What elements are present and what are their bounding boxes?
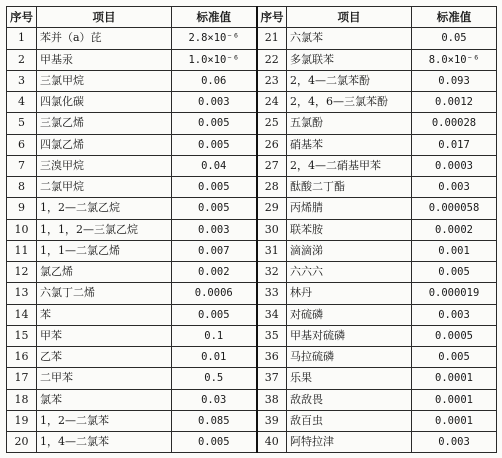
standard-value-right: 0.001	[412, 240, 497, 261]
row-number-left: 19	[7, 410, 37, 431]
table-row	[7, 262, 497, 283]
standard-value-right: 0.003	[412, 432, 497, 453]
row-number-left: 4	[7, 92, 37, 113]
standard-value-left: 0.03	[172, 389, 257, 410]
standard-value-left: 0.003	[172, 92, 257, 113]
row-number-left: 20	[7, 432, 37, 453]
item-name-right: 2，4—二硝基甲苯	[287, 155, 412, 176]
item-name-left: 乙苯	[37, 347, 172, 368]
row-number-right: 37	[257, 368, 287, 389]
standard-value-left: 0.005	[172, 432, 257, 453]
row-number-right: 23	[257, 70, 287, 91]
item-name-right: 酞酸二丁酯	[287, 177, 412, 198]
item-name-left: 三氯乙烯	[37, 113, 172, 134]
item-name-right: 联苯胺	[287, 219, 412, 240]
header-value-right: 标准值	[412, 7, 497, 28]
row-number-right: 34	[257, 304, 287, 325]
standard-value-right: 0.000019	[412, 283, 497, 304]
standard-value-right: 0.003	[412, 177, 497, 198]
item-name-left: 1，2—二氯苯	[37, 410, 172, 431]
item-name-right: 阿特拉津	[287, 432, 412, 453]
header-no-right: 序号	[257, 7, 287, 28]
standard-value-left: 0.01	[172, 347, 257, 368]
standard-value-right: 0.017	[412, 134, 497, 155]
row-number-right: 29	[257, 198, 287, 219]
standard-value-right: 0.0003	[412, 155, 497, 176]
item-name-left: 1，1，2—三氯乙烷	[37, 219, 172, 240]
item-name-right: 林丹	[287, 283, 412, 304]
row-number-left: 15	[7, 325, 37, 346]
row-number-left: 8	[7, 177, 37, 198]
row-number-right: 26	[257, 134, 287, 155]
item-name-right: 马拉硫磷	[287, 347, 412, 368]
standard-value-left: 0.06	[172, 70, 257, 91]
item-name-left: 四氯乙烯	[37, 134, 172, 155]
standard-value-left: 0.005	[172, 304, 257, 325]
row-number-right: 22	[257, 49, 287, 70]
row-number-left: 6	[7, 134, 37, 155]
item-name-right: 甲基对硫磷	[287, 325, 412, 346]
header-no-left: 序号	[7, 7, 37, 28]
item-name-left: 三氯甲烷	[37, 70, 172, 91]
row-number-left: 18	[7, 389, 37, 410]
header-row	[7, 7, 497, 28]
item-name-left: 六氯丁二烯	[37, 283, 172, 304]
item-name-left: 三溴甲烷	[37, 155, 172, 176]
standard-value-left: 0.007	[172, 240, 257, 261]
standard-value-left: 0.1	[172, 325, 257, 346]
row-number-left: 14	[7, 304, 37, 325]
header-value-left: 标准值	[172, 7, 257, 28]
item-name-left: 苯并（a）芘	[37, 28, 172, 49]
table-row	[7, 304, 497, 325]
table-row	[7, 283, 497, 304]
table-row	[7, 49, 497, 70]
row-number-right: 27	[257, 155, 287, 176]
item-name-right: 敌百虫	[287, 410, 412, 431]
row-number-right: 38	[257, 389, 287, 410]
item-name-left: 1，1—二氯乙烯	[37, 240, 172, 261]
row-number-left: 11	[7, 240, 37, 261]
item-name-right: 2，4—二氯苯酚	[287, 70, 412, 91]
row-number-right: 33	[257, 283, 287, 304]
item-name-left: 甲苯	[37, 325, 172, 346]
table-row	[7, 28, 497, 49]
row-number-left: 12	[7, 262, 37, 283]
standard-value-right: 0.05	[412, 28, 497, 49]
row-number-left: 5	[7, 113, 37, 134]
standard-value-right: 0.0001	[412, 368, 497, 389]
item-name-left: 氯乙烯	[37, 262, 172, 283]
table-row	[7, 177, 497, 198]
row-number-left: 17	[7, 368, 37, 389]
standard-value-left: 0.002	[172, 262, 257, 283]
table-row	[7, 155, 497, 176]
row-number-right: 35	[257, 325, 287, 346]
row-number-right: 30	[257, 219, 287, 240]
table-row	[7, 219, 497, 240]
row-number-right: 28	[257, 177, 287, 198]
item-name-left: 氯苯	[37, 389, 172, 410]
table-row	[7, 113, 497, 134]
item-name-left: 1，4—二氯苯	[37, 432, 172, 453]
table-row	[7, 134, 497, 155]
standard-value-left: 0.5	[172, 368, 257, 389]
standard-value-right: 0.005	[412, 347, 497, 368]
item-name-left: 二甲苯	[37, 368, 172, 389]
standard-value-right: 0.0012	[412, 92, 497, 113]
item-name-left: 二氯甲烷	[37, 177, 172, 198]
header-item-left: 项目	[37, 7, 172, 28]
item-name-left: 苯	[37, 304, 172, 325]
standard-values-table	[6, 6, 497, 453]
row-number-right: 36	[257, 347, 287, 368]
row-number-left: 9	[7, 198, 37, 219]
standard-value-right: 0.0001	[412, 389, 497, 410]
item-name-left: 甲基汞	[37, 49, 172, 70]
row-number-left: 2	[7, 49, 37, 70]
standard-value-right: 8.0×10⁻⁶	[412, 49, 497, 70]
table-row	[7, 240, 497, 261]
standard-value-right: 0.00028	[412, 113, 497, 134]
item-name-right: 对硫磷	[287, 304, 412, 325]
standard-value-left: 0.005	[172, 113, 257, 134]
item-name-left: 四氯化碳	[37, 92, 172, 113]
standard-value-left: 2.8×10⁻⁶	[172, 28, 257, 49]
table-row	[7, 432, 497, 453]
table-row	[7, 347, 497, 368]
row-number-right: 40	[257, 432, 287, 453]
item-name-right: 六氯苯	[287, 28, 412, 49]
item-name-right: 六六六	[287, 262, 412, 283]
row-number-right: 39	[257, 410, 287, 431]
row-number-right: 21	[257, 28, 287, 49]
table-row	[7, 92, 497, 113]
row-number-right: 24	[257, 92, 287, 113]
row-number-left: 13	[7, 283, 37, 304]
standard-value-left: 0.04	[172, 155, 257, 176]
item-name-right: 丙烯腈	[287, 198, 412, 219]
item-name-right: 敌敌畏	[287, 389, 412, 410]
table-row	[7, 389, 497, 410]
table-row	[7, 325, 497, 346]
row-number-left: 7	[7, 155, 37, 176]
item-name-right: 乐果	[287, 368, 412, 389]
item-name-right: 多氯联苯	[287, 49, 412, 70]
item-name-right: 五氯酚	[287, 113, 412, 134]
standard-value-right: 0.003	[412, 304, 497, 325]
standard-value-right: 0.0005	[412, 325, 497, 346]
standard-value-left: 1.0×10⁻⁶	[172, 49, 257, 70]
standard-value-left: 0.005	[172, 198, 257, 219]
standard-value-left: 0.085	[172, 410, 257, 431]
standard-value-right: 0.0002	[412, 219, 497, 240]
standard-value-right: 0.005	[412, 262, 497, 283]
item-name-right: 2，4，6—三氯苯酚	[287, 92, 412, 113]
row-number-right: 25	[257, 113, 287, 134]
header-item-right: 项目	[287, 7, 412, 28]
item-name-left: 1，2—二氯乙烷	[37, 198, 172, 219]
row-number-left: 16	[7, 347, 37, 368]
table-row	[7, 70, 497, 91]
standard-value-left: 0.005	[172, 134, 257, 155]
row-number-left: 1	[7, 28, 37, 49]
row-number-right: 31	[257, 240, 287, 261]
row-number-left: 3	[7, 70, 37, 91]
standard-value-left: 0.003	[172, 219, 257, 240]
standard-value-right: 0.000058	[412, 198, 497, 219]
item-name-right: 硝基苯	[287, 134, 412, 155]
table-row	[7, 198, 497, 219]
standard-value-right: 0.0001	[412, 410, 497, 431]
table-row	[7, 410, 497, 431]
standard-value-right: 0.093	[412, 70, 497, 91]
item-name-right: 滴滴涕	[287, 240, 412, 261]
table-row	[7, 368, 497, 389]
standard-value-left: 0.0006	[172, 283, 257, 304]
row-number-left: 10	[7, 219, 37, 240]
standard-value-left: 0.005	[172, 177, 257, 198]
row-number-right: 32	[257, 262, 287, 283]
